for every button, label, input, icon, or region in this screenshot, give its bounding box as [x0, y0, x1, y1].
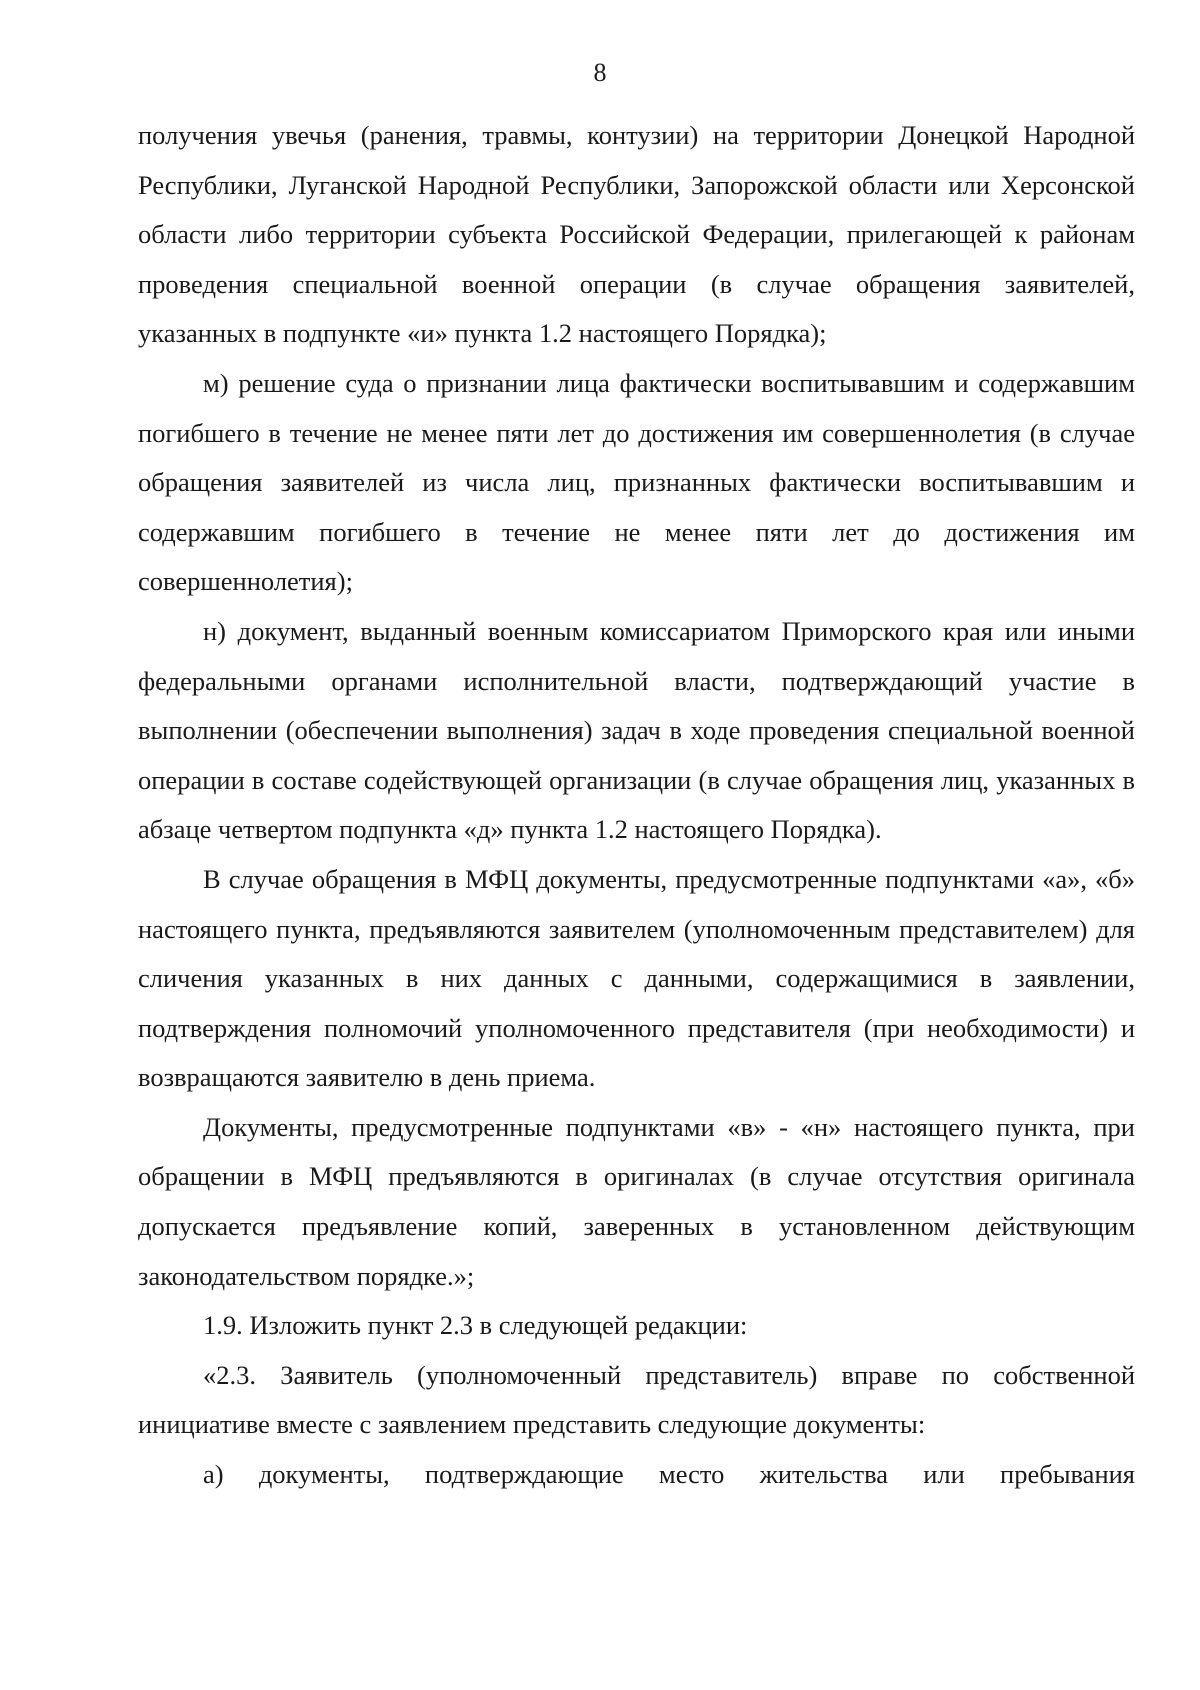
paragraph-injury-continuation: получения увечья (ранения, травмы, контузии) на территории Донецкой Народной Республики, Луганской Народной Республики, Запорожской области или Херсонской области либо территории субъекта Российской Федерации, прилегающей к районам проведения специальной военной операции (в случае обращения заявителей, указанных в подпункте «и» пункта 1.2 настоящего Порядка);: [138, 120, 1135, 349]
paragraph-amendment-1-9: 1.9. Изложить пункт 2.3 в следующей редакции:: [203, 1310, 748, 1341]
paragraph-clause-2-3: «2.3. Заявитель (уполномоченный представитель) вправе по собственной инициативе вместе с заявлением представить следующие документы:: [138, 1359, 1135, 1440]
paragraph-item-n: н) документ, выданный военным комиссариатом Приморского края или иными федеральными органами исполнительной власти, подтверждающий участие в выполнении (обеспечении выполнения) задач в ходе проведения специальной военной операции в составе содействующей организации (в случае обращения лиц, указанных в абзаце четвертом подпункта «д» пункта 1.2 настоящего Порядка).: [138, 615, 1135, 845]
page-number: 8: [593, 58, 607, 87]
paragraph-originals: Документы, предусмотренные подпунктами «в» - «н» настоящего пункта, при обращении в МФЦ предъявляются в оригиналах (в случае отсутствия оригинала допускается предъявление копий, заверенных в установленном действующим законодательством порядке.»;: [138, 1111, 1135, 1291]
paragraph-item-m: м) решение суда о признании лица фактически воспитывавшим и содержавшим погибшего в течение не менее пяти лет до достижения им совершеннолетия (в случае обращения заявителей из числа лиц, признанных фактически воспитывавшим и содержавшим погибшего в течение не менее пяти лет до достижения им совершеннолетия);: [138, 367, 1135, 597]
paragraph-mfc-documents: В случае обращения в МФЦ документы, предусмотренные подпунктами «а», «б» настоящего пункта, предъявляются заявителем (уполномоченным представителем) для сличения указанных в них данных с данными, содержащимися в заявлении, подтверждения полномочий уполномоченного представителя (при необходимости) и возвращаются заявителю в день приема.: [138, 863, 1135, 1093]
document-body: [138, 111, 1135, 1500]
paragraph-item-a: а) документы, подтверждающие место жительства или пребывания: [203, 1459, 1135, 1490]
